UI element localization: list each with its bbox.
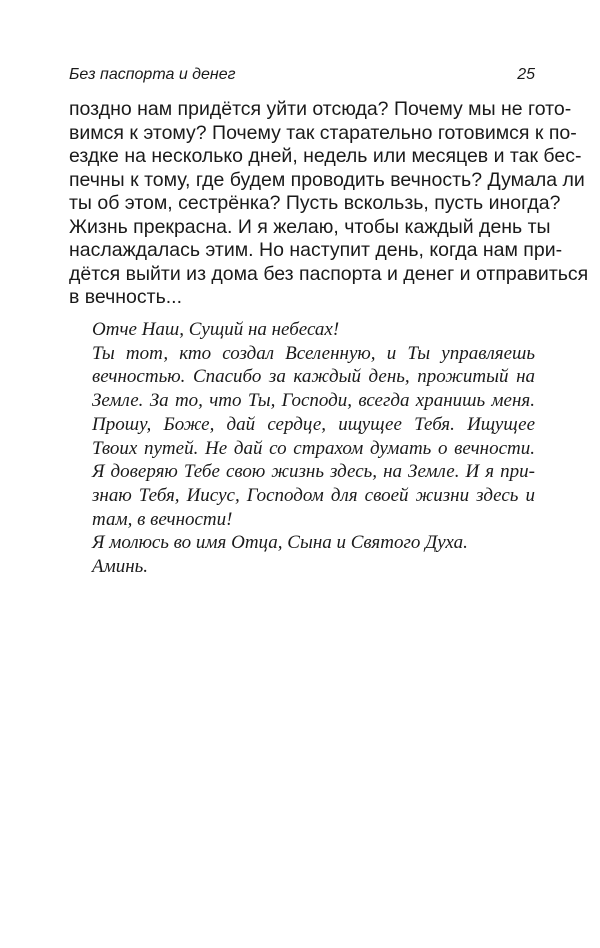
prayer-line: Ты тот, кто создал Вселенную, и Ты управляешь — [92, 342, 535, 364]
prayer-line: там, в вечности! — [92, 508, 233, 530]
paragraph-line: Жизнь прекрасна. И я желаю, чтобы каждый день ты — [69, 215, 551, 238]
prayer-line: Отче Наш, Сущий на небесах! — [92, 319, 340, 340]
paragraph-line: ездке на несколько дней, недель или месяцев и так бес- — [69, 145, 582, 167]
prayer-line: Прошу, Боже, дай сердце, ищущее Тебя. Ищущее — [92, 413, 535, 435]
prayer-block — [92, 318, 535, 579]
paragraph-line: наслаждалась этим. Но наступит день, когда нам при- — [69, 239, 563, 261]
paragraph-line: поздно нам придётся уйти отсюда? Почему мы не гото- — [69, 98, 572, 120]
running-header — [69, 66, 535, 88]
paragraph-line: ты об этом, сестрёнка? Пусть вскользь, пусть иногда? — [69, 192, 561, 214]
chapter-title: Без паспорта и денег — [69, 66, 236, 83]
paragraph-line: дётся выйти из дома без паспорта и денег и отправиться — [69, 262, 589, 285]
prayer-line: Земле. За то, что Ты, Господи, всегда хранишь меня. — [92, 390, 535, 412]
paragraph-line: вимся к этому? Почему так старательно готовимся к по- — [69, 121, 577, 144]
prayer-line: вечностью. Спасибо за каждый день, прожитый на — [92, 366, 535, 388]
paragraph-line: печны к тому, где будем проводить вечность? Думала ли — [69, 168, 585, 191]
prayer-line: Твоих путей. Не дай со страхом думать о вечности. — [92, 437, 535, 459]
paragraph-line: в вечность... — [69, 286, 182, 308]
prayer-line: Аминь. — [92, 556, 149, 578]
main-paragraph — [69, 98, 589, 310]
prayer-line: Я доверяю Тебе свою жизнь здесь, на Земле. И я при- — [92, 461, 535, 483]
page-number: 25 — [517, 66, 535, 83]
prayer-line: знаю Тебя, Иисус, Господом для своей жизни здесь и — [92, 484, 535, 506]
prayer-line: Я молюсь во имя Отца, Сына и Святого Духа. — [92, 532, 468, 554]
